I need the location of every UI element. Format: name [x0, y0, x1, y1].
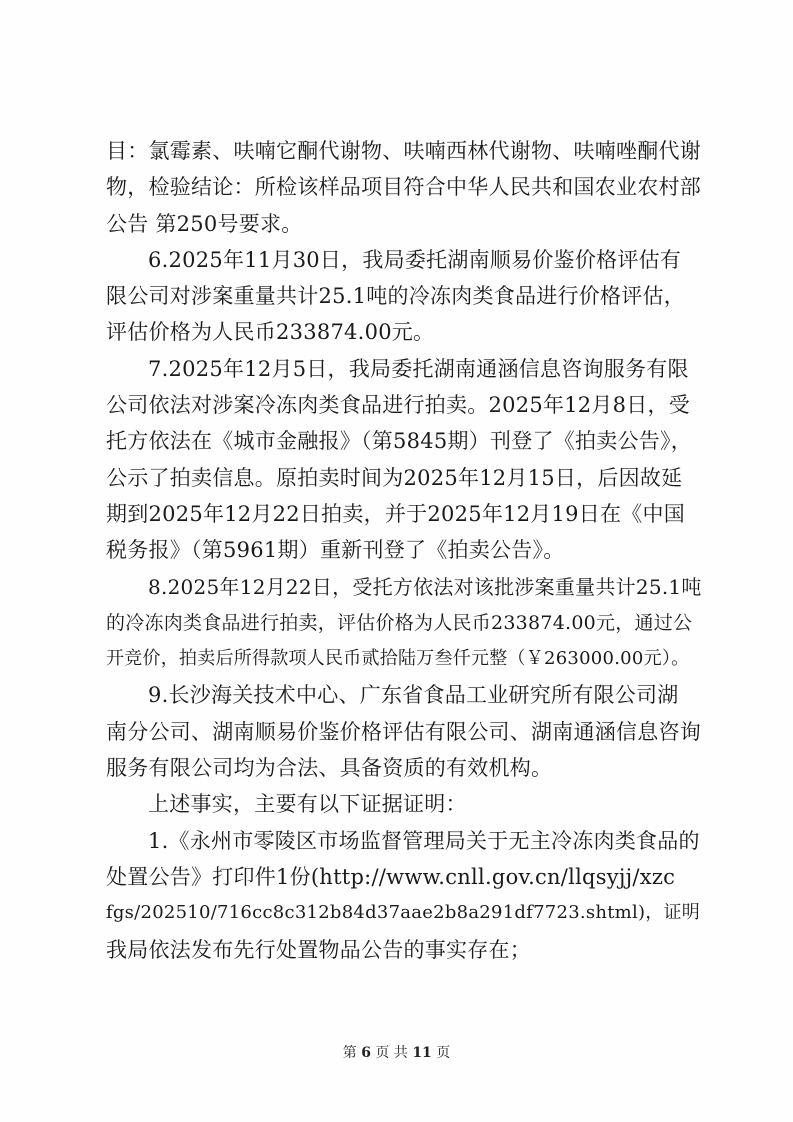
- body-text: [106, 133, 702, 968]
- footer-middle: 页 共: [375, 1045, 408, 1061]
- text-line: 公告 第250号要求。: [106, 211, 303, 236]
- text-line: 限公司对涉案重量共计25.1吨的冷冻肉类食品进行价格评估，: [106, 284, 686, 309]
- text-line: 服务有限公司均为合法、具备资质的有效机构。: [106, 756, 553, 781]
- text-line: 上述事实，主要有以下证据证明：: [148, 792, 467, 817]
- current-page-number: 6: [361, 1045, 371, 1061]
- text-line: 税务报》（第5961期）重新刊登了《拍卖公告》。: [106, 538, 565, 563]
- text-line: 我局依法发布先行处置物品公告的事实存在；: [106, 937, 531, 962]
- text-line: 9.长沙海关技术中心、广东省食品工业研究所有限公司湖: [148, 683, 679, 708]
- footer-suffix: 页: [436, 1045, 451, 1061]
- text-line: 公示了拍卖信息。原拍卖时间为2025年12月15日，后因故延: [106, 465, 683, 490]
- text-line: 南分公司、湖南顺易价鉴价格评估有限公司、湖南通涵信息咨询: [106, 719, 701, 744]
- text-line: 8.2025年12月22日，受托方依法对该批涉案重量共计25.1吨: [148, 574, 702, 599]
- text-line: 1.《永州市零陵区市场监督管理局关于无主冷冻肉类食品的: [148, 828, 700, 853]
- total-page-count: 11: [412, 1045, 432, 1061]
- footer-prefix: 第: [342, 1045, 357, 1061]
- text-line: 目：氯霉素、呋喃它酮代谢物、呋喃西林代谢物、呋喃唑酮代谢: [106, 139, 701, 163]
- text-line: 期到2025年12月22日拍卖，并于2025年12月19日在《中国: [106, 501, 686, 526]
- text-line: 评估价格为人民币233874.00元。: [106, 320, 435, 345]
- text-line: 公司依法对涉案冷冻肉类食品进行拍卖。2025年12月8日，受: [106, 393, 691, 418]
- text-line: 开竞价，拍卖后所得款项人民币贰拾陆万叁仟元整（￥263000.00元）。: [106, 648, 690, 670]
- text-line: 处置公告》打印件1份(http://www.cnll.gov.cn/llqsyjj/xzc: [106, 864, 676, 889]
- text-line: 6.2025年11月30日，我局委托湖南顺易价鉴价格评估有: [148, 247, 682, 272]
- text-line: 的冷冻肉类食品进行拍卖，评估价格为人民币233874.00元，通过公: [106, 611, 693, 634]
- text-line: 7.2025年12月5日，我局委托湖南通涵信息咨询服务有限: [148, 356, 689, 381]
- text-line: 物，检验结论：所检该样品项目符合中华人民共和国农业农村部: [106, 175, 701, 200]
- page-footer: [0, 1042, 793, 1062]
- text-line: fgs/202510/716cc8c312b84d37aae2b8a291df7723.shtml)，证明: [106, 902, 701, 924]
- text-line: 托方依法在《城市金融报》（第5845期）刊登了《拍卖公告》，: [106, 429, 692, 454]
